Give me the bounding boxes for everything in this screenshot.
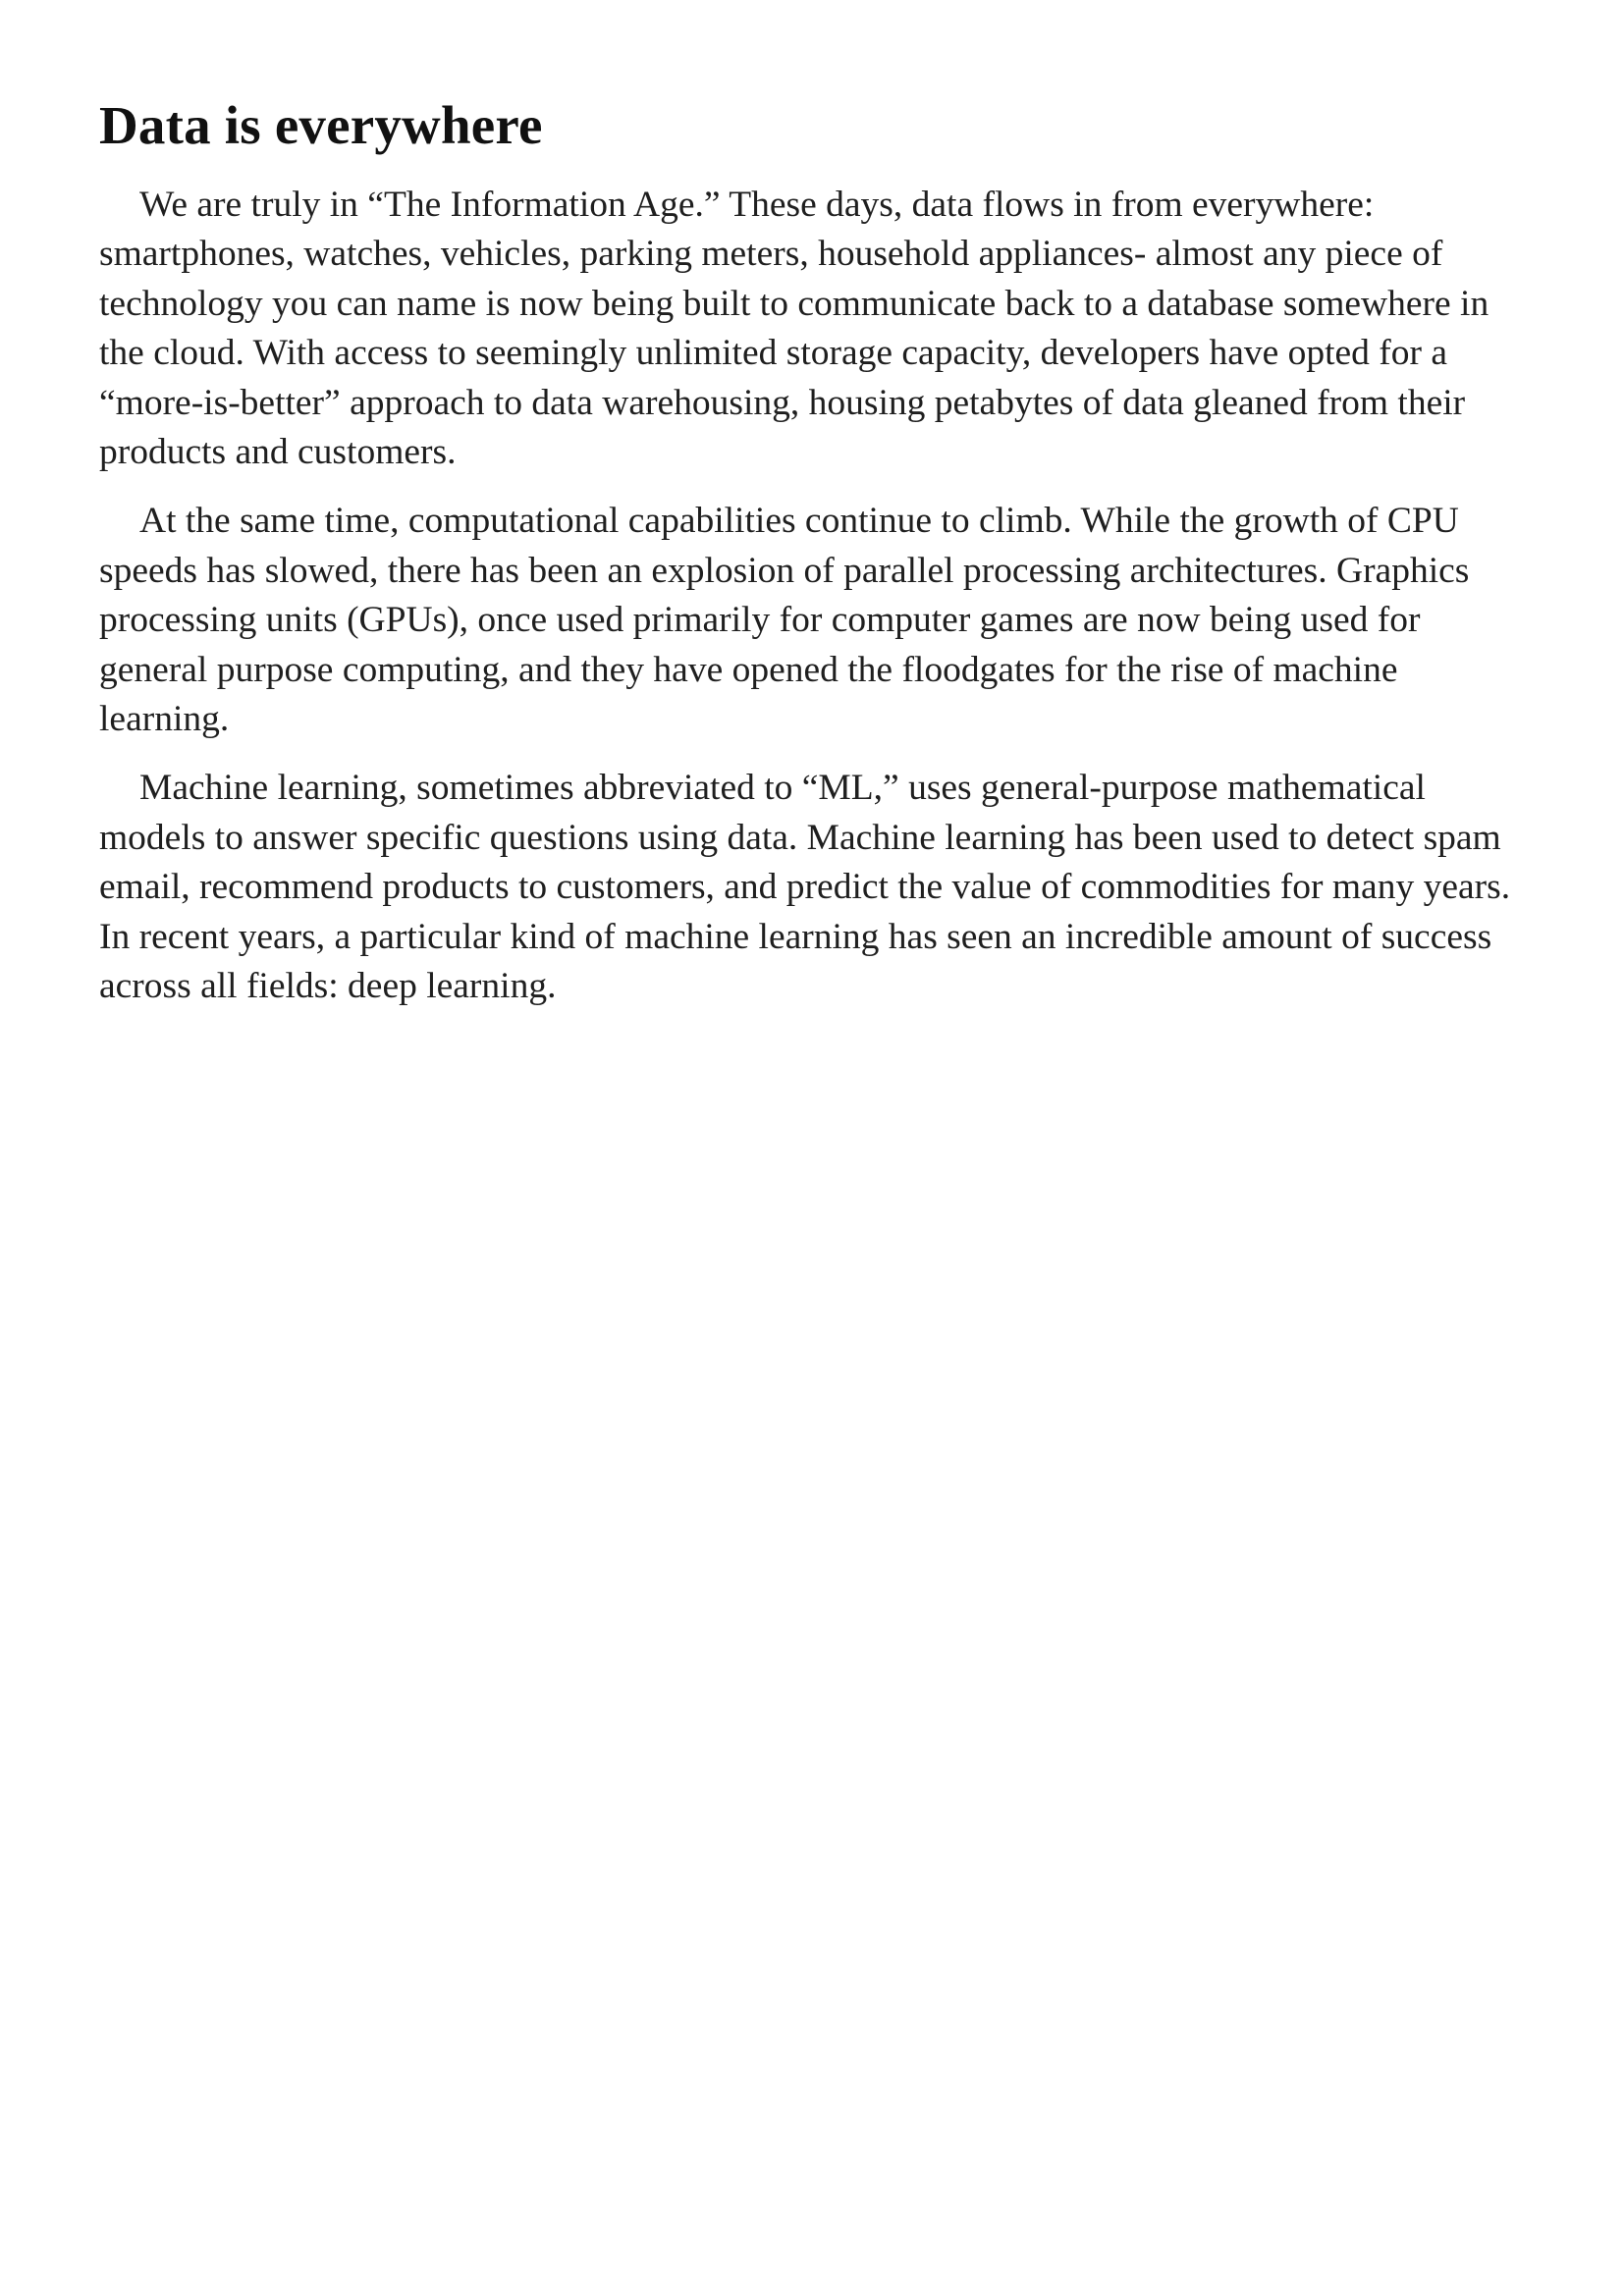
section-title: Data is everywhere bbox=[99, 95, 543, 155]
paragraph-information-age: We are truly in “The Information Age.” These days, data flows in from everywhere: smartphones, watches, vehicles, parking meters, household appliances- almost any piece of technology you can name is now being built to communicate back to a database somewhere in the cloud. With access to seemingly unlimited storage capacity, developers have opted for a “more-is-better” approach to data warehousing, housing petabytes of data gleaned from their products and customers. bbox=[99, 185, 1489, 473]
section-content bbox=[99, 90, 1533, 1032]
paragraph-machine-learning: Machine learning, sometimes abbreviated to “ML,” uses general-purpose mathematical models to answer specific questions using data. Machine learning has been used to detect spam email, recommend products to customers, and predict the value of commodities for many years. In recent years, a particular kind of machine learning has seen an incredible amount of success across all fields: deep learning. bbox=[99, 768, 1511, 1007]
paragraph-computational-capabilities: At the same time, computational capabilities continue to climb. While the growth of CPU speeds has slowed, there has been an explosion of parallel processing architectures. Graphics processing units (GPUs), once used primarily for computer games are now being used for general purpose computing, and they have opened the floodgates for the rise of machine learning. bbox=[99, 501, 1470, 740]
